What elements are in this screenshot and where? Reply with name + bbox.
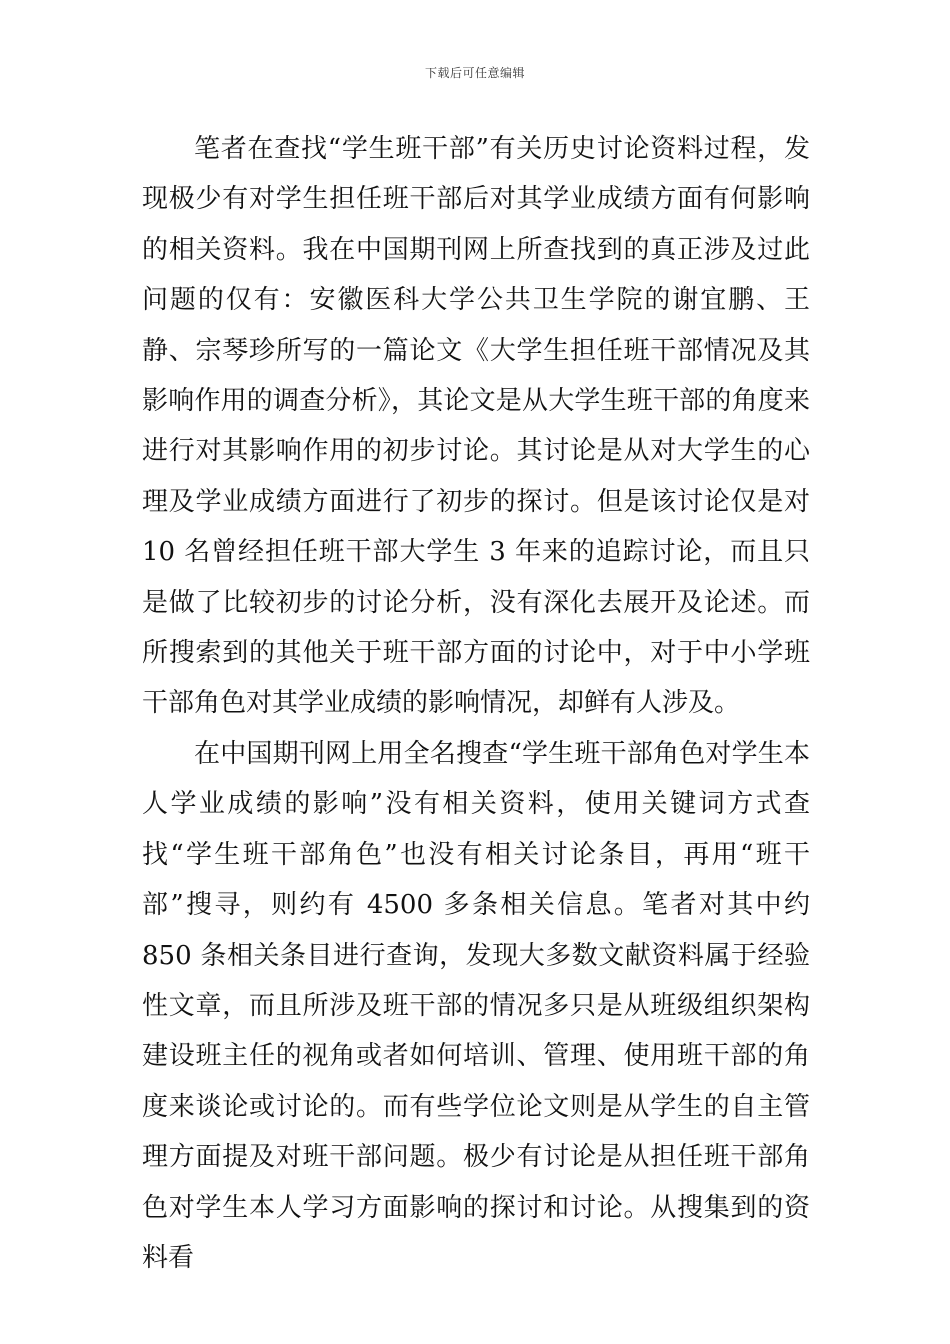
page-header: 下载后可任意编辑 — [424, 66, 525, 80]
paragraph-1: 笔者在查找“学生班干部”有关历史讨论资料过程，发现极少有对学生担任班干部后对其学业成绩方面有何影响的相关资料。我在中国期刊网上所查找到的真正涉及过此问题的仅有：安徽医科大学公共卫生学院的谢宜鹏、王静、宗琴珍所写的一篇论文《大学生担任班干部情况及其影响作用的调查分析》，其论文是从大学生班干部的角度来进行对其影响作用的初步讨论。其讨论是从对大学生的心理及学业成绩方面进行了初步的探讨。但是该讨论仅是对 10 名曾经担任班干部大学生 3 年来的追踪讨论，而且只是做了比较初步的讨论分析，没有深化去展开及论述。而所搜索到的其他关于班干部方面的讨论中，对于中小学班干部角色对其学业成绩的影响情况，却鲜有人涉及。 — [142, 134, 810, 719]
document-body — [142, 124, 810, 1283]
paragraph-2: 在中国期刊网上用全名搜查“学生班干部角色对学生本人学业成绩的影响”没有相关资料，使用关键词方式查找“学生班干部角色”也没有相关讨论条目，再用“班干部”搜寻，则约有 4500 多条相关信息。笔者对其中约 850 条相关条目进行查询，发现大多数文献资料属于经验性文章，而且所涉及班干部的情况多只是从班级组织架构建设班主任的视角或者如何培训、管理、使用班干部的角度来谈论或讨论的。而有些学位论文则是从学生的自主管理方面提及对班干部问题。极少有讨论是从担任班干部角色对学生本人学习方面影响的探讨和讨论。从搜集到的资料看 — [142, 738, 810, 1273]
